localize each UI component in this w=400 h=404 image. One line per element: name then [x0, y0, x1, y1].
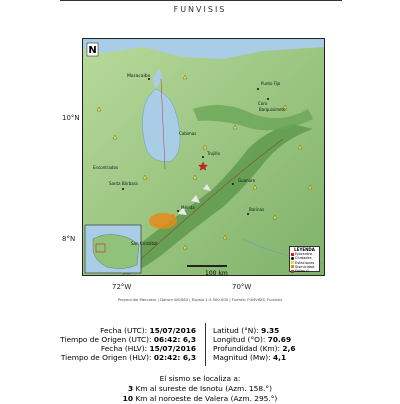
- info-label: Tiempo de Origen (UTC):: [60, 335, 152, 344]
- info-value: 70.69: [267, 335, 292, 344]
- location-distance: 3: [128, 384, 134, 393]
- epicenter-legend-icon: [291, 253, 294, 256]
- map-caption: Proyección Mercator | Datum WGS84 | Escala 1:3.500.000 | Fuente: FUNVISIS, Funvisis: [117, 297, 283, 302]
- page-header: FUNVISIS: [173, 5, 227, 14]
- city-label: Trujillo: [207, 151, 220, 156]
- seismicity-legend-icon: [291, 265, 294, 268]
- info-label: Fecha (HLV):: [100, 344, 148, 353]
- city-label: Coro: [258, 101, 268, 106]
- info-label: Fecha (UTC):: [100, 326, 148, 335]
- city-label: Guanare: [238, 178, 256, 183]
- fault-legend-icon: [291, 270, 294, 273]
- city-label: Barinas: [249, 207, 265, 212]
- info-divider: [205, 323, 206, 366]
- legend-label: Fallas G: [295, 269, 309, 274]
- info-value: 9.35: [261, 326, 280, 335]
- info-row: [213, 326, 373, 335]
- city-label: Encontrados: [93, 165, 118, 170]
- info-row: [213, 344, 373, 353]
- city-label: Barquisimeto: [259, 107, 286, 112]
- legend-label: Ciudades: [295, 256, 312, 261]
- info-label: Longitud (°O):: [213, 335, 266, 344]
- info-right: [213, 326, 373, 362]
- info-label: Tiempo de Origen (HLV):: [60, 353, 152, 362]
- info-row: [213, 353, 373, 362]
- station-legend-icon: [291, 261, 294, 264]
- city-label: Santa Bárbara: [109, 181, 138, 186]
- legend-label: Sismicidad: [295, 264, 315, 269]
- info-value: 4,1: [273, 353, 287, 362]
- scale-label: 100 km: [205, 270, 228, 277]
- info-value: 2,6: [282, 344, 296, 353]
- info-row: [20, 335, 196, 344]
- info-row: [20, 344, 196, 353]
- seismicity-point: [171, 214, 175, 218]
- legend-title: LEYENDA: [294, 247, 315, 252]
- map-canvas: [83, 39, 324, 275]
- scale-bar: [187, 265, 227, 267]
- info-label: Latitud (°N):: [213, 326, 259, 335]
- city-label: Maracaibo: [127, 74, 151, 79]
- city-label: San Cristóbal: [131, 241, 158, 246]
- info-left: [20, 326, 196, 362]
- info-label: Profundidad (Km):: [213, 344, 281, 353]
- info-row: [20, 326, 196, 335]
- city-label: Cabimas: [179, 131, 197, 136]
- lat-label-8: 8°N: [62, 235, 76, 243]
- seismic-map[interactable]: [82, 38, 325, 276]
- location-text: Km al sureste de Isnotu (Azm. 158.°): [135, 384, 272, 393]
- lon-label-70: 70°W: [232, 283, 252, 291]
- location-text: Km al noroeste de Valera (Azm. 295.°): [135, 394, 278, 403]
- city-label: Punto Fijo: [261, 81, 281, 86]
- top-rule: [60, 0, 342, 1]
- location-line: [0, 394, 400, 404]
- north-arrow-icon: N: [88, 45, 97, 56]
- legend-label: Estaciones: [295, 260, 315, 265]
- info-value: 15/07/2016: [149, 326, 196, 335]
- info-value: 06:42: 6,3: [153, 335, 196, 344]
- city-label: Mérida: [181, 205, 195, 210]
- info-value: 02:42: 6,3: [153, 353, 196, 362]
- location-line: [0, 384, 400, 394]
- location-distance: 10: [122, 394, 133, 403]
- city-legend-icon: [291, 257, 294, 260]
- info-row: [20, 353, 196, 362]
- info-label: Magnitud (Mw):: [213, 353, 271, 362]
- map-legend: [289, 246, 320, 272]
- legend-label: Epicentro: [295, 252, 313, 257]
- lat-label-10: 10°N: [62, 114, 80, 122]
- location-intro: El sismo se localiza a:: [159, 374, 241, 383]
- legend-item: [291, 269, 318, 273]
- info-row: [213, 335, 373, 344]
- lon-label-72: 72°W: [112, 283, 132, 291]
- info-value: 15/07/2016: [149, 344, 196, 353]
- seismicity-point: [154, 223, 157, 226]
